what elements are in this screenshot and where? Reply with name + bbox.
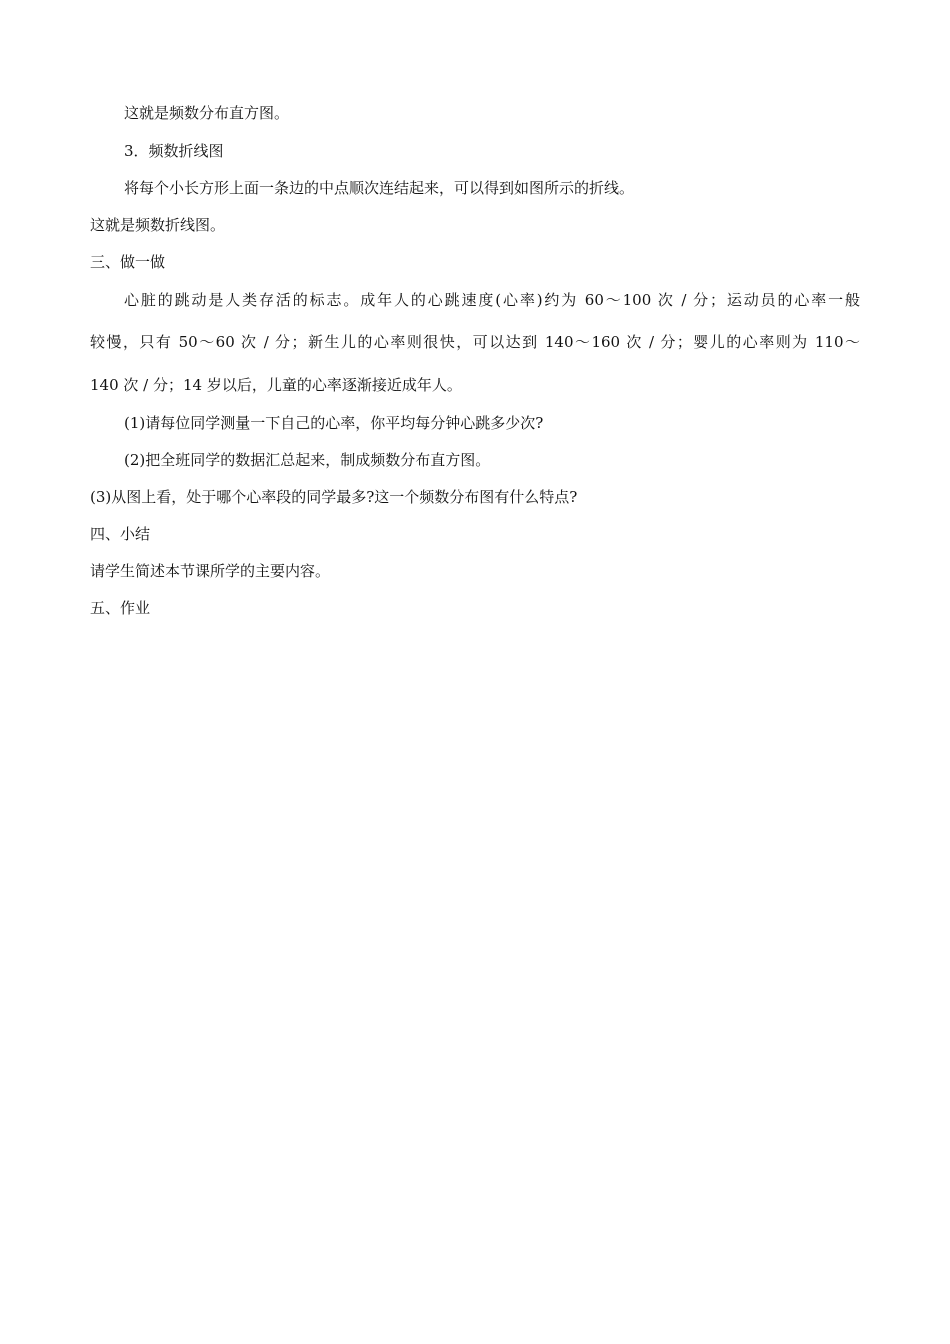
paragraph-polygon-conclusion: 这就是频数折线图。 bbox=[90, 216, 226, 234]
section-heading-homework: 五、作业 bbox=[90, 599, 151, 617]
paragraph-polygon-description: 将每个小长方形上面一条边的中点顺次连结起来，可以得到如图所示的折线。 bbox=[124, 179, 635, 197]
section-heading-summary: 四、小结 bbox=[90, 525, 151, 543]
paragraph-summary: 请学生简述本节课所学的主要内容。 bbox=[90, 562, 331, 580]
paragraph-heart-rate-line-1: 心脏的跳动是人类存活的标志。成年人的心跳速度(心率)约为 60～100 次 / 分；运动员的心率一般 bbox=[124, 291, 860, 309]
paragraph-heart-rate-line-2: 较慢，只有 50～60 次 / 分；新生儿的心率则很快，可以达到 140～160 次 / 分；婴儿的心率则为 110～ bbox=[90, 333, 860, 351]
question-2: (2)把全班同学的数据汇总起来，制成频数分布直方图。 bbox=[124, 451, 491, 469]
section-heading-try-it: 三、做一做 bbox=[90, 253, 166, 271]
question-1: (1)请每位同学测量一下自己的心率，你平均每分钟心跳多少次? bbox=[124, 414, 544, 432]
paragraph-histogram-conclusion: 这就是频数分布直方图。 bbox=[124, 104, 290, 122]
heading-frequency-polygon: 3．频数折线图 bbox=[124, 142, 224, 160]
paragraph-heart-rate-line-3: 140 次 / 分；14 岁以后，儿童的心率逐渐接近成年人。 bbox=[90, 376, 462, 394]
question-3: (3)从图上看，处于哪个心率段的同学最多?这一个频数分布图有什么特点? bbox=[90, 488, 578, 506]
